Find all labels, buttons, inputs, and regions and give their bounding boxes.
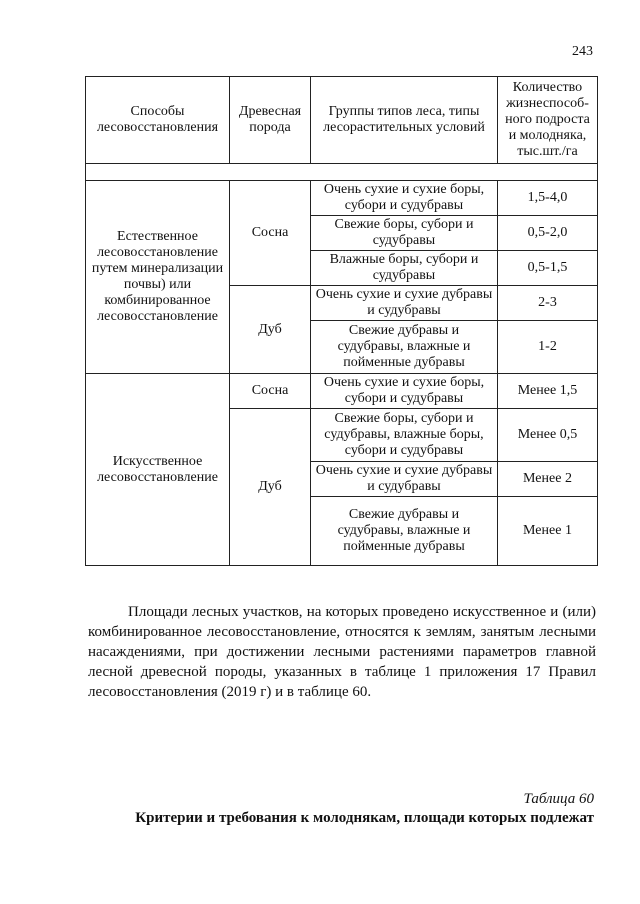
header-method: Способы лесовосстановления [86, 77, 230, 164]
table-caption: Таблица 60 [523, 791, 594, 807]
quantity-cell: 2-3 [498, 286, 598, 321]
forest-group-cell: Свежие боры, субори и судубравы, влажные боры, субори и судубравы [311, 409, 498, 462]
species-cell-artificial-pine: Сосна [230, 374, 311, 409]
method-cell-artificial: Искусственное лесовосстановление [86, 374, 230, 566]
quantity-cell: Менее 1 [498, 497, 598, 566]
header-forest-groups: Группы типов леса, типы лесорастительных условий [311, 77, 498, 164]
quantity-cell: 1-2 [498, 321, 598, 374]
table-spacer-row [86, 164, 598, 181]
quantity-cell: Менее 2 [498, 462, 598, 497]
quantity-cell: 0,5-1,5 [498, 251, 598, 286]
table-row [86, 374, 598, 409]
page-number: 243 [572, 44, 593, 59]
reforestation-table [85, 76, 598, 566]
method-cell-natural: Естественное лесовосстановление путем минерализации почвы) или комбинированное лесовосстановление [86, 181, 230, 374]
table-title: Критерии и требования к молоднякам, площади которых подлежат [135, 810, 594, 826]
forest-group-cell: Очень сухие и сухие дубравы и судубравы [311, 286, 498, 321]
quantity-cell: Менее 0,5 [498, 409, 598, 462]
quantity-cell: 0,5-2,0 [498, 216, 598, 251]
forest-group-cell: Очень сухие и сухие боры, субори и судубравы [311, 181, 498, 216]
spacer-cell [86, 164, 598, 181]
forest-group-cell: Очень сухие и сухие дубравы и судубравы [311, 462, 498, 497]
quantity-cell: Менее 1,5 [498, 374, 598, 409]
forest-group-cell: Свежие дубравы и судубравы, влажные и пойменные дубравы [311, 497, 498, 566]
species-cell-natural-pine: Сосна [230, 181, 311, 286]
table-header-row [86, 77, 598, 164]
species-cell-natural-oak: Дуб [230, 286, 311, 374]
forest-group-cell: Очень сухие и сухие боры, субори и судубравы [311, 374, 498, 409]
header-species: Древесная порода [230, 77, 311, 164]
forest-group-cell: Влажные боры, субори и судубравы [311, 251, 498, 286]
forest-group-cell: Свежие боры, субори и судубравы [311, 216, 498, 251]
quantity-cell: 1,5-4,0 [498, 181, 598, 216]
header-quantity: Количество жизнеспособ-ного подроста и молодняка, тыс.шт./га [498, 77, 598, 164]
body-paragraph: Площади лесных участков, на которых проведено искусственное и (или) комбинированное лесовосстановление, относятся к землям, занятым лесными насаждениями, при достижении лесными растениями параметров главной лесной древесной породы, указанных в таблице 1 приложения 17 Правил лесовосстановления (2019 г) и в таблице 60. [88, 604, 596, 700]
species-cell-artificial-oak: Дуб [230, 409, 311, 566]
forest-group-cell: Свежие дубравы и судубравы, влажные и пойменные дубравы [311, 321, 498, 374]
table-row [86, 181, 598, 216]
